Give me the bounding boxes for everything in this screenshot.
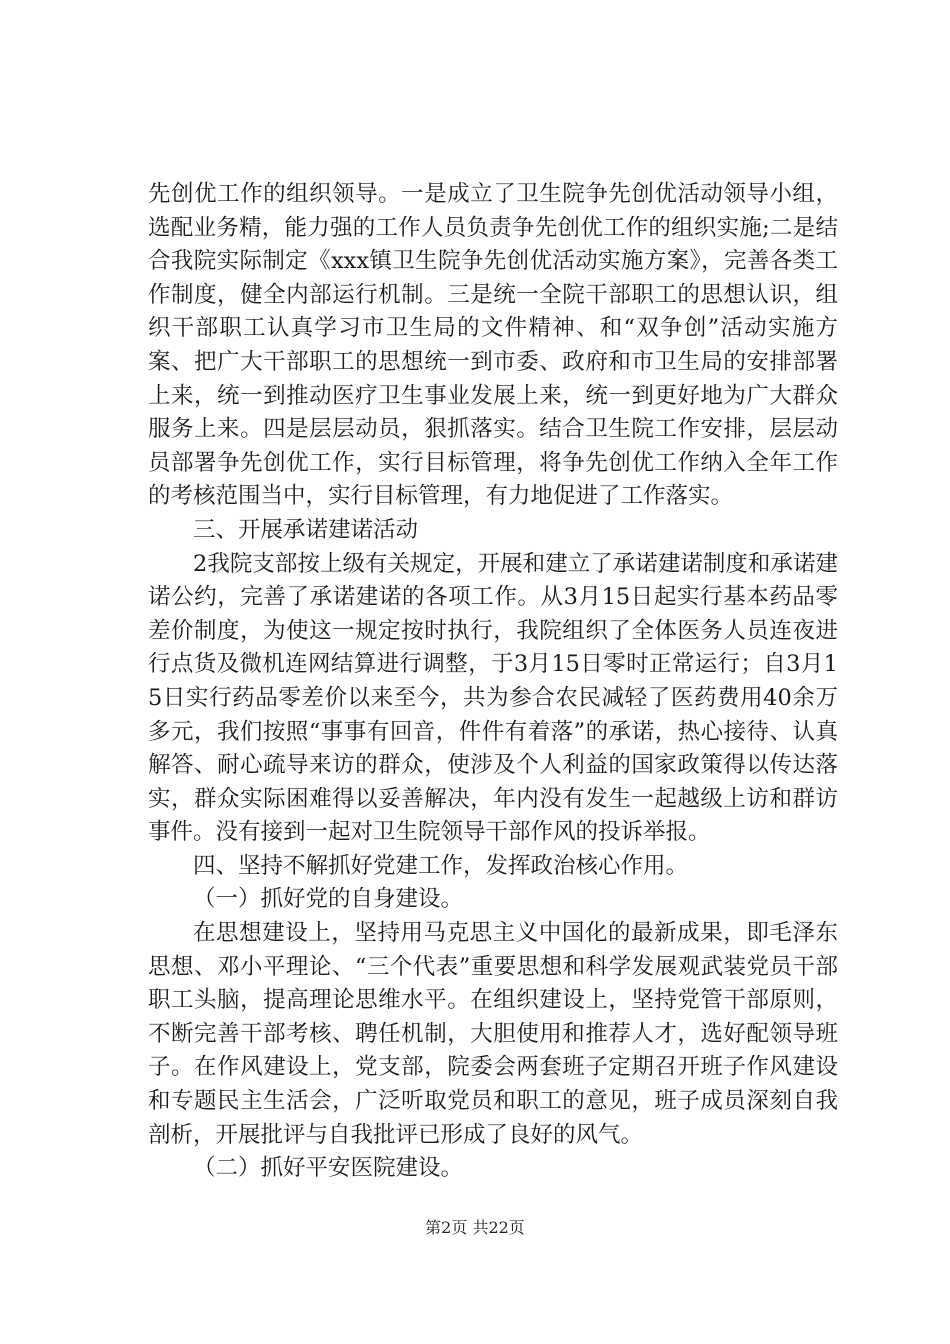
subsection-heading-safe-hospital: （二）抓好平安医院建设。 — [193, 1155, 464, 1182]
paragraph-self-building: 在思想建设上，坚持用马克思主义中国化的最新成果，即毛泽东思想、邓小平理论、“三个代表”重要思想和科学发展观武装党员干部职工头脑，提高理论思维水平。在组织建设上，坚持党管干部原则，不断完善干部考核、聘任机制，大胆使用和推荐人才，选好配领导班子。在作风建设上，党支部，院委会两套班子定期召开班子作风建设和专题民主生活会，广泛听取党员和职工的意见，班子成员深刻自我剖析，开展批评与自我批评已形成了良好的风气。 — [148, 920, 838, 1148]
subsection-heading-self-building: （一）抓好党的自身建设。 — [193, 886, 464, 913]
page-footer: 第2页 共22页 — [425, 1218, 525, 1237]
section-heading-party-building: 四、坚持不解抓好党建工作，发挥政治核心作用。 — [193, 852, 689, 879]
document-body — [148, 178, 838, 1186]
paragraph-pledge: 2我院支部按上级有关规定，开展和建立了承诺建诺制度和承诺建诺公约，完善了承诺建诺的各项工作。从3月15日起实行基本药品零差价制度，为使这一规定按时执行，我院组织了全体医务人员连夜进行点货及微机连网结算进行调整，于3月15日零时正常运行；自3月15日实行药品零差价以来至今，共为参合农民减轻了医药费用40余万多元，我们按照“事事有回音，件件有着落”的承诺，热心接待、认真解答、耐心疏导来访的群众，使涉及个人利益的国家政策得以传达落实，群众实际困难得以妥善解决，年内没有发生一起越级上访和群访事件。没有接到一起对卫生院领导干部作风的投诉举报。 — [148, 550, 838, 846]
section-heading-pledge: 三、开展承诺建诺活动 — [193, 516, 419, 543]
paragraph-intro: 先创优工作的组织领导。一是成立了卫生院争先创优活动领导小组，选配业务精，能力强的工作人员负责争先创优工作的组织实施;二是结合我院实际制定《xxx镇卫生院争先创优活动实施方案》，完善各类工作制度，健全内部运行机制。三是统一全院干部职工的思想认识，组织干部职工认真学习市卫生局的文件精神、和“双争创”活动实施方案、把广大干部职工的思想统一到市委、政府和市卫生局的安排部署上来，统一到推动医疗卫生事业发展上来，统一到更好地为广大群众服务上来。四是层层动员，狠抓落实。结合卫生院工作安排，层层动员部署争先创优工作，实行目标管理，将争先创优工作纳入全年工作的考核范围当中，实行目标管理，有力地促进了工作落实。 — [148, 181, 838, 510]
